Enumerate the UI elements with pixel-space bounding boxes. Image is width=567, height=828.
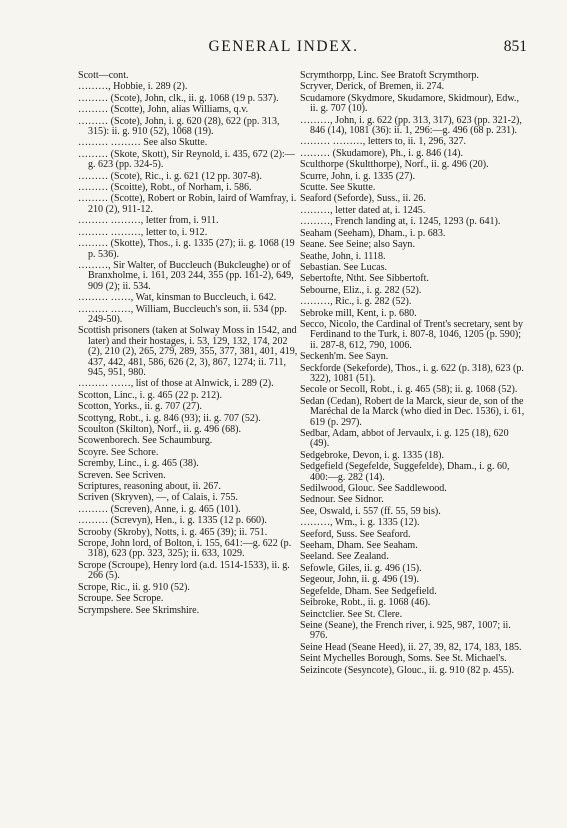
index-entry: Scottyng, Robt., i. g. 846 (93); ii. g. 707 (52).	[78, 412, 261, 424]
index-entry: ………, Sir Walter, of Buccleuch (Bukcleughe) or of Branxholme, i. 161, 203 244, 355 (pp. 161-2), 649, 909 (2); ii. 534.	[78, 259, 294, 292]
index-entry: Seint Mychelles Borough, Soms. See St. Michael's.	[300, 653, 507, 665]
index-entry: Scrymthorpp, Linc. See Bratoft Scrymthorp.	[300, 70, 479, 81]
index-entry: ……… (Scote), John, clk., ii. g. 1068 (19 p. 537).	[78, 92, 279, 104]
index-entry: ………, Ric., i. g. 282 (52).	[300, 296, 412, 308]
index-entry: Scriptures, reasoning about, ii. 267.	[78, 481, 221, 493]
index-entry: Scowenborech. See Schaumburg.	[78, 435, 213, 447]
index-entry: ……… (Skotte), Thos., i. g. 1335 (27); ii. g. 1068 (19 p. 536).	[78, 238, 295, 260]
index-entry: Sebroke mill, Kent, i. p. 680.	[300, 307, 417, 319]
index-entry: Seibroke, Robt., ii. g. 1068 (46).	[300, 597, 431, 609]
index-entry: See, Oswald, i. 557 (ff. 55, 59 bis).	[300, 505, 441, 517]
index-entry: ……… ……, Wat, kinsman to Buccleuch, i. 642.	[78, 292, 277, 304]
index-entry: Scoyre. See Schore.	[78, 446, 159, 458]
index-entry: ……… (Skote, Skott), Sir Reynold, i. 435, 672 (2):—g. 623 (pp. 324-5).	[78, 148, 295, 171]
index-entry: Secole or Secoll, Robt., i. g. 465 (58); ii. g. 1068 (52).	[300, 384, 518, 396]
index-entry: ………, John, i. g. 622 (pp. 313, 317), 623 (pp. 321-2), 846 (14), 1081 (36): ii. 1, 296:—g. 496 (68 p. 231).	[300, 114, 522, 137]
index-entry: ……… ………, letter to, i. 912.	[78, 226, 208, 238]
index-entry: Seeham, Dham. See Seaham.	[300, 540, 418, 552]
index-entry: Seinctclier. See St. Clere.	[300, 608, 403, 620]
index-entry: Seine Head (Seane Heed), ii. 27, 39, 82, 174, 183, 185.	[300, 641, 522, 653]
index-entry: ……… (Scoitte), Robt., of Norham, i. 586.	[78, 182, 252, 194]
index-entry: Scudamore (Skydmore, Skudamore, Skidmour), Edw., ii. g. 707 (10).	[300, 92, 519, 115]
index-entry: ……… ………, letter from, i. 911.	[78, 215, 219, 227]
index-entry: Scroupe. See Scrope.	[78, 593, 164, 605]
index-entry: Sednour. See Sidnor.	[300, 494, 384, 506]
index-entry: ……… ……, William, Buccleuch's son, ii. 534 (pp. 249-50).	[78, 303, 287, 325]
index-entry: ……… (Scotte), Robert or Robin, laird of Wamfray, i. 210 (2), 911-12.	[78, 193, 297, 215]
index-entry: Scrope, Ric., ii. g. 910 (52).	[78, 581, 190, 593]
index-entry: ……… (Scotte), John, alias Williams, q.v.	[78, 104, 249, 116]
index-entry: Seine (Seane), the French river, i. 925, 987, 1007; ii. 976.	[300, 619, 511, 642]
index-entry: Sedgebroke, Devon, i. g. 1335 (18).	[300, 449, 444, 461]
index-entry: ………, Wm., i. g. 1335 (12).	[300, 517, 420, 529]
page-number: 851	[503, 38, 527, 55]
index-entry: Scotton, Yorks., ii. g. 707 (27).	[78, 401, 202, 413]
index-entry: Seeford, Suss. See Seaford.	[300, 528, 411, 540]
page-header	[0, 38, 567, 60]
index-entry: Scott—cont.	[78, 70, 129, 81]
index-entry: ……… (Screven), Anne, i. g. 465 (101).	[78, 503, 241, 515]
index-entry: Scryver, Derick, of Bremen, ii. 274.	[300, 81, 445, 93]
index-entry: Scrope, John lord, of Bolton, i. 155, 641:—g. 622 (p. 318), 623 (pp. 323, 325); ii. 633, 1029.	[78, 538, 292, 560]
index-entry: Screven. See Scriven.	[78, 469, 166, 481]
index-entry: Scrope (Scroupe), Henry lord (a.d. 1514-1533), ii. g. 266 (5).	[78, 559, 290, 582]
index-entry: Scotton, Linc., i. g. 465 (22 p. 212).	[78, 389, 222, 401]
index-entry: Seaham (Seeham), Dham., i. p. 683.	[300, 227, 446, 239]
index-entry: ……… ……, list of those at Alnwick, i. 289 (2).	[78, 378, 274, 390]
index-entry: Sedgefield (Segefelde, Suggefelde), Dham., i. g. 60, 400:—g. 282 (14).	[300, 461, 510, 483]
index-entry: ……… (Screvyn), Hen., i. g. 1335 (12 p. 660).	[78, 515, 267, 527]
index-entry: Scrympshere. See Skrimshire.	[78, 604, 200, 616]
index-entry: ……… ……… See also Skutte.	[78, 137, 208, 149]
index-entry: ……… (Scote), John, i. g. 620 (28), 622 (pp. 313, 315): ii. g. 910 (52), 1068 (19).	[78, 115, 280, 138]
index-entry: Scurre, John, i. g. 1335 (27).	[300, 170, 415, 182]
index-entry: Scremby, Linc., i. g. 465 (38).	[78, 458, 199, 470]
index-column-right	[300, 71, 526, 677]
index-entry: Scottish prisoners (taken at Solway Moss in 1542, and later) and their hostages, i. 53, 129, 132, 174, 202 (2), 210 (2), 265, 279, 289, 355, 377, 381, 401, 419, 437, 442, 481, 586, 626 (2, 3), 867, 1274; ii. 711, 945, 951, 980.	[78, 325, 298, 378]
index-entry: Sedbar, Adam, abbot of Jervaulx, i. g. 125 (18), 620 (49).	[300, 428, 509, 450]
index-entry: ………, Hobbie, i. 289 (2).	[78, 81, 188, 93]
index-entry: Seckforde (Sekeforde), Thos., i. g. 622 (p. 318), 623 (p. 322), 1081 (51).	[300, 362, 524, 384]
index-entry: Seckenh'm. See Sayn.	[300, 351, 389, 363]
index-entry: Scoulton (Skilton), Norf., ii. g. 496 (68).	[78, 424, 241, 435]
index-entry: Scriven (Skryven), —, of Calais, i. 755.	[78, 492, 238, 504]
index-entry: Scrooby (Skroby), Notts, i. g. 465 (39); ii. 751.	[78, 526, 268, 538]
index-entry: Seane. See Seine; also Sayn.	[300, 239, 415, 251]
index-entry: ………, letter dated at, i. 1245.	[300, 204, 426, 216]
index-entry: Sebertofte, Ntht. See Sibbertoft.	[300, 273, 429, 285]
index-entry: Sefowle, Giles, ii. g. 496 (15).	[300, 562, 422, 574]
index-entry: Segeour, John, ii. g. 496 (19).	[300, 574, 420, 586]
index-entry: ……… ………, letters to, ii. 1, 296, 327.	[300, 136, 467, 148]
index-entry: Sebourne, Eliz., i. g. 282 (52).	[300, 284, 422, 296]
index-entry: Scutte. See Skutte.	[300, 182, 376, 194]
index-entry: Sedan (Cedan), Robert de la Marck, sieur de, son of the Maréchal de la Marck (who died in Dec. 1536), i. 61, 619 (p. 297).	[300, 395, 525, 428]
index-entry: Secco, Nicolo, the Cardinal of Trent's secretary, sent by Ferdinand to the Turk, i. 807-8, 1046, 1205 (p. 590); ii. 287-8, 612, 790, 1006.	[300, 318, 523, 351]
index-entry: Seathe, John, i. 1118.	[300, 250, 386, 262]
page-title: GENERAL INDEX.	[208, 38, 359, 55]
index-entry: ……… (Scote), Ric., i. g. 621 (12 pp. 307-8).	[78, 170, 262, 182]
index-entry: Seaford (Seforde), Suss., ii. 26.	[300, 193, 426, 205]
index-entry: Seizincote (Sesyncote), Glouc., ii. g. 910 (82 p. 455).	[300, 664, 515, 676]
index-entry: Seeland. See Zealand.	[300, 551, 389, 563]
index-entry: Segefelde, Dham. See Sedgefield.	[300, 585, 437, 597]
index-entry: Sedilwood, Glouc. See Saddlewood.	[300, 483, 447, 495]
index-entry: Sebastian. See Lucas.	[300, 261, 388, 273]
index-entry: ……… (Skudamore), Ph., i. g. 846 (14).	[300, 147, 463, 159]
index-entry: Sculthorpe (Skultthorpe), Norf., ii. g. 496 (20).	[300, 159, 489, 171]
index-column-left	[78, 71, 300, 617]
index-entry: ………, French landing at, i. 1245, 1293 (p. 641).	[300, 216, 501, 228]
